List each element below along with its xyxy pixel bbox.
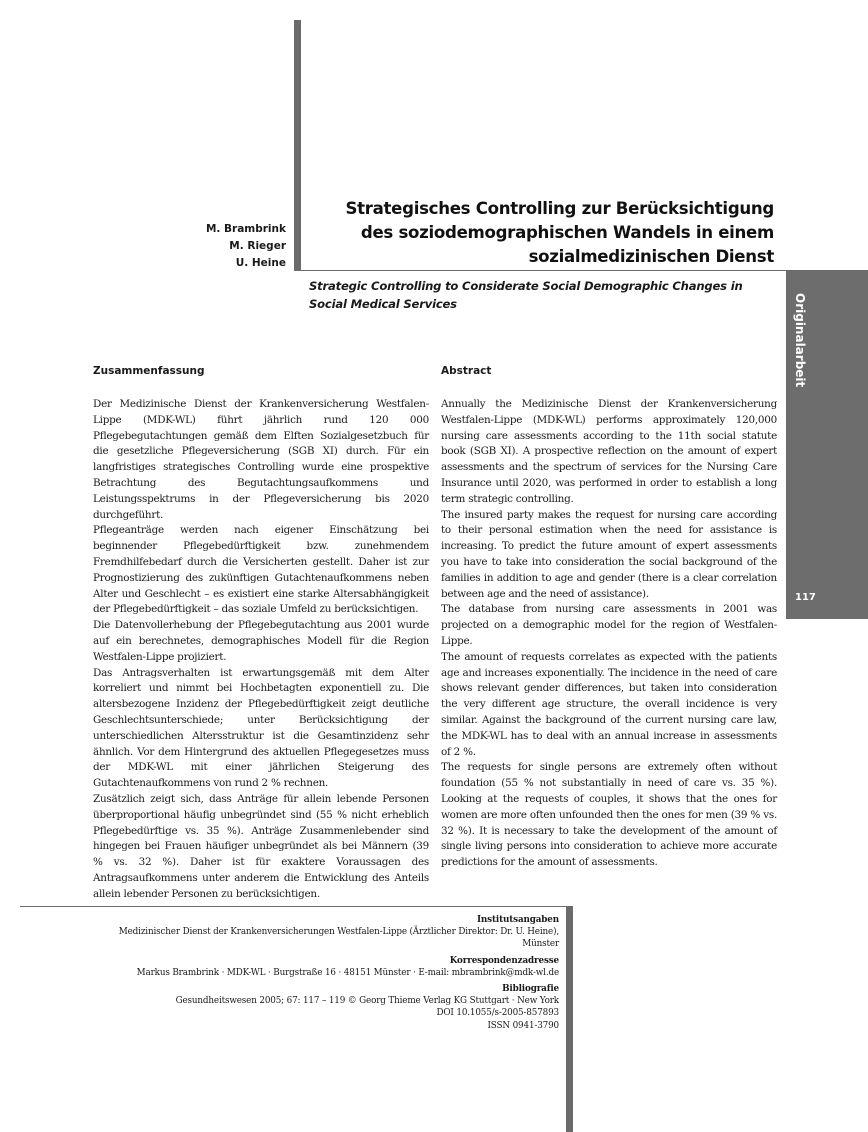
institut-line: Medizinischer Dienst der Krankenversicherungen Westfalen-Lippe (Ärztlicher Direktor: Dr. U. Heine), xyxy=(118,927,559,938)
article-subtitle: Strategic Controlling to Considerate Social Demographic Changes in Social Medical Services xyxy=(309,279,743,311)
zusammenfassung-paragraph: Die Datenvollerhebung der Pflegebegutachtung aus 2001 wurde auf ein berechnetes, demographisches Modell für die Region Westfalen-Lippe projiziert. xyxy=(93,619,429,663)
abstract-paragraph: Annually the Medizinische Dienst der Krankenversicherung Westfalen-Lippe (MDK-WL) performs approximately 120,000 nursing care assessments according to the 11th social statute book (SGB XI). A prospective reflection on the amount of expert assessments and the spectrum of services for the Nursing Care Insurance until 2020, was performed in order to establish a long term strategic controlling. xyxy=(441,398,777,505)
abstract-paragraph: The database from nursing care assessments in 2001 was projected on a demographic model for the region of Westfalen-Lippe. xyxy=(441,603,777,647)
zusammenfassung-paragraph: Pflegeanträge werden nach eigener Einschätzung bei beginnender Pflegebedürftigkeit bzw. zunehmendem Fremdhilfebedarf durch die Versicherten gestellt. Daher ist zur Prognostizierung des zukünftigen Gutachtenaufkommens neben Alter und Geschlecht – es existiert eine starke Altersabhängigkeit der Pflegebedürftigkeit – das soziale Umfeld zu berücksichtigen. xyxy=(93,524,429,616)
page-number: 117 xyxy=(795,592,816,603)
side-label: Originalarbeit xyxy=(793,293,807,388)
zusammenfassung-paragraph: Das Antragsverhalten ist erwartungsgemäß mit dem Alter korreliert und nimmt bei Hochbetagten exponentiell zu. Die altersbezogene Inzidenz der Pflegebedürftigkeit zeigt deutliche Geschlechtsunterschiede; unter Berücksichtigung der unterschiedlichen Altersstruktur ist die Gesamtinzidenz sehr ähnlich. Vor dem Hintergrund des aktuellen Pflegegesetzes muss der MDK-WL mit einer jährlichen Steigerung des Gutachtenaufkommens von rund 2 % rechnen. xyxy=(93,666,429,790)
author-name: M. Brambrink xyxy=(205,223,286,235)
article-title: Strategisches Controlling zur Berücksichtigung des soziodemographischen Wandels in einem sozialmedizinischen Dienst xyxy=(345,199,774,266)
abstract-section xyxy=(441,364,777,871)
bibliografie-line: Gesundheitswesen 2005; 67: 117 – 119 © Georg Thieme Verlag KG Stuttgart · New York xyxy=(175,996,559,1007)
author-name: U. Heine xyxy=(235,257,286,269)
institut-heading: Institutsangaben xyxy=(476,915,559,925)
bibliografie-heading: Bibliografie xyxy=(502,984,559,995)
top-vertical-rule xyxy=(294,20,301,270)
article-info-box xyxy=(99,914,559,1032)
korrespondenz-line: Markus Brambrink · MDK-WL · Burgstraße 16 · 48151 Münster · E-mail: mbrambrink@mdk-wl.de xyxy=(136,967,559,978)
author-list xyxy=(206,221,286,272)
abstract-paragraph: The insured party makes the request for nursing care according to their personal estimation when the need for assistance is increasing. To predict the future amount of expert assessments you have to take into consideration the social background of the families in addition to age and gender (there is a clear correlation between age and the need of assistance). xyxy=(441,508,777,600)
footer-vertical-rule xyxy=(566,906,573,1132)
author-name: M. Rieger xyxy=(229,240,286,252)
issn-line: ISSN 0941-3790 xyxy=(487,1020,559,1031)
abstract-heading: Abstract xyxy=(441,365,492,377)
title-horizontal-rule xyxy=(294,270,868,271)
abstract-paragraph: The amount of requests correlates as expected with the patients age and increases exponentially. The incidence in the need of care shows relevant gender differences, but taken into consideration the very different age structure, the overall incidence is very similar. Against the background of the current nursing care law, the MDK-WL has to deal with an annual increase in assessments of 2 %. xyxy=(441,650,777,758)
abstract-paragraph: The requests for single persons are extremely often without foundation (55 % not substantially in need of care vs. 35 %). Looking at the requests of couples, it shows that the ones for women are more often unfounded then the ones for men (39 % vs. 32 %). It is necessary to take the development of the amount of single living persons into consideration to achieve more accurate predictions for the amount of assessments. xyxy=(441,761,777,869)
zusammenfassung-paragraph: Zusätzlich zeigt sich, dass Anträge für allein lebende Personen überproportional häufig unbegründet sind (55 % nicht erheblich Pflegebedürftige vs. 35 %). Anträge Zusammenlebender sind hingegen bei Frauen häufiger unbegründet als bei Männern (39 % vs. 32 %). Daher ist für exaktere Voraussagen des Antragsaufkommens unter anderem die Entwicklung des Anteils allein lebender Personen zu berücksichtigen. xyxy=(93,792,429,900)
zusammenfassung-section xyxy=(93,364,429,903)
footer-horizontal-rule xyxy=(20,906,566,907)
doi-line: DOI 10.1055/s-2005-857893 xyxy=(436,1008,559,1019)
institut-line: Münster xyxy=(522,939,559,950)
zusammenfassung-heading: Zusammenfassung xyxy=(93,365,205,377)
korrespondenz-heading: Korrespondenzadresse xyxy=(449,955,559,966)
zusammenfassung-paragraph: Der Medizinische Dienst der Krankenversicherung Westfalen-Lippe (MDK-WL) führt jährlich rund 120 000 Pflegebegutachtungen gemäß dem Elften Sozialgesetzbuch für die gesetzliche Pflegeversicherung (SGB XI) durch. Für ein langfristiges strategisches Controlling wurde eine prospektive Betrachtung des Begutachtungsaufkommens und Leistungsspektrums in der Pflegeversicherung bis 2020 durchgeführt. xyxy=(93,398,429,521)
